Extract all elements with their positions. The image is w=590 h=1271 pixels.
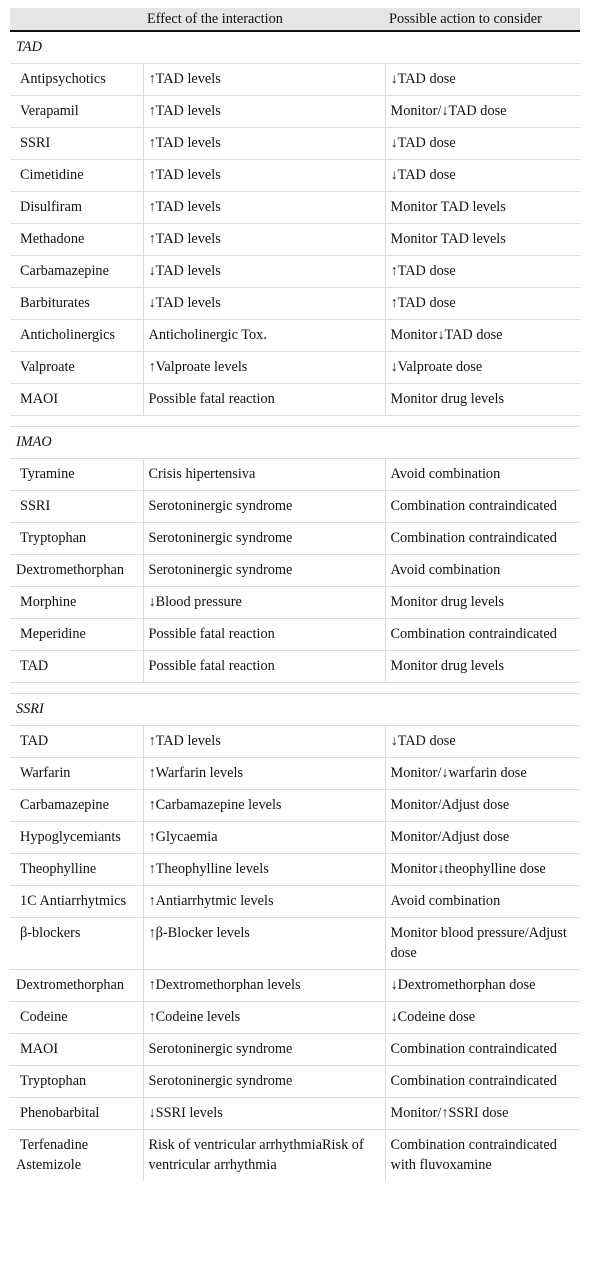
drug-cell: Hypoglycemiants: [10, 822, 143, 854]
drug-cell: Terfenadine Astemizole: [10, 1130, 143, 1182]
drug-cell: TAD: [10, 726, 143, 758]
table-row: [10, 384, 580, 416]
action-cell: Monitor blood pressure/Adjust dose: [385, 918, 580, 970]
table-row: [10, 1034, 580, 1066]
table-row: [10, 320, 580, 352]
table-row: [10, 918, 580, 970]
action-cell: Avoid combination: [385, 459, 580, 491]
drug-cell: Phenobarbital: [10, 1098, 143, 1130]
effect-cell: Possible fatal reaction: [143, 651, 385, 683]
effect-cell: Serotoninergic syndrome: [143, 1034, 385, 1066]
table-header: [10, 8, 580, 31]
effect-cell: ↑Codeine levels: [143, 1002, 385, 1034]
drug-cell: SSRI: [10, 491, 143, 523]
drug-cell: MAOI: [10, 384, 143, 416]
effect-cell: ↓TAD levels: [143, 288, 385, 320]
section-title: TAD: [10, 31, 580, 64]
action-cell: Avoid combination: [385, 555, 580, 587]
action-cell: Monitor drug levels: [385, 384, 580, 416]
effect-cell: ↑β-Blocker levels: [143, 918, 385, 970]
action-cell: Monitor TAD levels: [385, 224, 580, 256]
action-cell: Monitor↓theophylline dose: [385, 854, 580, 886]
table-row: [10, 555, 580, 587]
section-header-row: [10, 31, 580, 64]
table-row: [10, 160, 580, 192]
effect-cell: ↑TAD levels: [143, 96, 385, 128]
action-cell: Monitor↓TAD dose: [385, 320, 580, 352]
action-cell: Monitor/Adjust dose: [385, 822, 580, 854]
effect-cell: Serotoninergic syndrome: [143, 555, 385, 587]
effect-cell: ↑TAD levels: [143, 726, 385, 758]
action-cell: Combination contraindicated: [385, 523, 580, 555]
table-row: [10, 224, 580, 256]
action-cell: ↓Codeine dose: [385, 1002, 580, 1034]
spacer-cell: [10, 683, 580, 694]
action-cell: Monitor TAD levels: [385, 192, 580, 224]
table-row: [10, 1098, 580, 1130]
drug-cell: Meperidine: [10, 619, 143, 651]
action-cell: Monitor/↑SSRI dose: [385, 1098, 580, 1130]
table-row: [10, 587, 580, 619]
action-cell: ↑TAD dose: [385, 288, 580, 320]
section-header-row: [10, 427, 580, 459]
table-row: [10, 256, 580, 288]
drug-cell: 1C Antiarrhytmics: [10, 886, 143, 918]
drug-cell: Carbamazepine: [10, 256, 143, 288]
drug-cell: Barbiturates: [10, 288, 143, 320]
effect-cell: ↑TAD levels: [143, 224, 385, 256]
effect-cell: ↑Warfarin levels: [143, 758, 385, 790]
drug-cell: Cimetidine: [10, 160, 143, 192]
effect-cell: ↑Carbamazepine levels: [143, 790, 385, 822]
action-cell: ↓TAD dose: [385, 726, 580, 758]
table-row: [10, 619, 580, 651]
action-cell: ↓TAD dose: [385, 64, 580, 96]
effect-cell: ↑TAD levels: [143, 64, 385, 96]
table-row: [10, 1002, 580, 1034]
effect-cell: ↑Glycaemia: [143, 822, 385, 854]
table-row: [10, 758, 580, 790]
drug-cell: Codeine: [10, 1002, 143, 1034]
table-row: [10, 64, 580, 96]
table-row: [10, 822, 580, 854]
table-row: [10, 886, 580, 918]
effect-cell: Serotoninergic syndrome: [143, 523, 385, 555]
effect-cell: ↑TAD levels: [143, 128, 385, 160]
table-row: [10, 128, 580, 160]
action-cell: Combination contraindicated: [385, 1034, 580, 1066]
section-header-row: [10, 694, 580, 726]
action-cell: Monitor/↓warfarin dose: [385, 758, 580, 790]
effect-cell: ↑TAD levels: [143, 192, 385, 224]
drug-cell: Morphine: [10, 587, 143, 619]
action-cell: Monitor drug levels: [385, 587, 580, 619]
spacer-cell: [10, 416, 580, 427]
table-row: [10, 790, 580, 822]
effect-cell: Anticholinergic Tox.: [143, 320, 385, 352]
action-cell: ↓Valproate dose: [385, 352, 580, 384]
table-row: [10, 96, 580, 128]
section-spacer: [10, 683, 580, 694]
action-cell: Combination contraindicated: [385, 1066, 580, 1098]
table-row: [10, 726, 580, 758]
drug-cell: MAOI: [10, 1034, 143, 1066]
action-cell: Combination contraindicated: [385, 491, 580, 523]
effect-cell: Serotoninergic syndrome: [143, 491, 385, 523]
drug-cell: Verapamil: [10, 96, 143, 128]
table-row: [10, 523, 580, 555]
action-cell: Avoid combination: [385, 886, 580, 918]
table-row: [10, 491, 580, 523]
drug-cell: Anticholinergics: [10, 320, 143, 352]
header-action: Possible action to consider: [385, 8, 580, 31]
drug-cell: Antipsychotics: [10, 64, 143, 96]
drug-cell: Theophylline: [10, 854, 143, 886]
header-row: [10, 8, 580, 31]
drug-cell: Tyramine: [10, 459, 143, 491]
drug-cell: Disulfiram: [10, 192, 143, 224]
effect-cell: ↓TAD levels: [143, 256, 385, 288]
effect-cell: Possible fatal reaction: [143, 384, 385, 416]
action-cell: Monitor drug levels: [385, 651, 580, 683]
action-cell: Combination contraindicated: [385, 619, 580, 651]
header-effect: Effect of the interaction: [143, 8, 385, 31]
drug-cell: Tryptophan: [10, 1066, 143, 1098]
table-body: [10, 31, 580, 1181]
table-row: [10, 1130, 580, 1182]
drug-cell: β-blockers: [10, 918, 143, 970]
action-cell: ↓Dextromethorphan dose: [385, 970, 580, 1002]
section-title: SSRI: [10, 694, 580, 726]
drug-cell: TAD: [10, 651, 143, 683]
table-row: [10, 192, 580, 224]
effect-cell: Crisis hipertensiva: [143, 459, 385, 491]
effect-cell: ↑Antiarrhytmic levels: [143, 886, 385, 918]
section-title: IMAO: [10, 427, 580, 459]
table-row: [10, 651, 580, 683]
drug-cell: Warfarin: [10, 758, 143, 790]
drug-cell: Carbamazepine: [10, 790, 143, 822]
action-cell: ↓TAD dose: [385, 160, 580, 192]
table-row: [10, 288, 580, 320]
action-cell: ↓TAD dose: [385, 128, 580, 160]
action-cell: ↑TAD dose: [385, 256, 580, 288]
effect-cell: ↑Theophylline levels: [143, 854, 385, 886]
drug-cell: Methadone: [10, 224, 143, 256]
effect-cell: ↓Blood pressure: [143, 587, 385, 619]
section-spacer: [10, 416, 580, 427]
drug-cell: Dextromethorphan: [10, 555, 143, 587]
table-row: [10, 854, 580, 886]
drug-interaction-table: [10, 8, 580, 1181]
action-cell: Combination contraindicated with fluvoxamine: [385, 1130, 580, 1182]
effect-cell: Risk of ventricular arrhythmiaRisk of ventricular arrhythmia: [143, 1130, 385, 1182]
effect-cell: ↑TAD levels: [143, 160, 385, 192]
table-row: [10, 1066, 580, 1098]
header-drug: [10, 8, 143, 31]
table-row: [10, 970, 580, 1002]
effect-cell: ↑Valproate levels: [143, 352, 385, 384]
table-row: [10, 459, 580, 491]
effect-cell: Possible fatal reaction: [143, 619, 385, 651]
action-cell: Monitor/↓TAD dose: [385, 96, 580, 128]
drug-cell: Valproate: [10, 352, 143, 384]
drug-cell: Dextromethorphan: [10, 970, 143, 1002]
table-row: [10, 352, 580, 384]
drug-cell: SSRI: [10, 128, 143, 160]
effect-cell: Serotoninergic syndrome: [143, 1066, 385, 1098]
action-cell: Monitor/Adjust dose: [385, 790, 580, 822]
drug-cell: Tryptophan: [10, 523, 143, 555]
effect-cell: ↓SSRI levels: [143, 1098, 385, 1130]
effect-cell: ↑Dextromethorphan levels: [143, 970, 385, 1002]
